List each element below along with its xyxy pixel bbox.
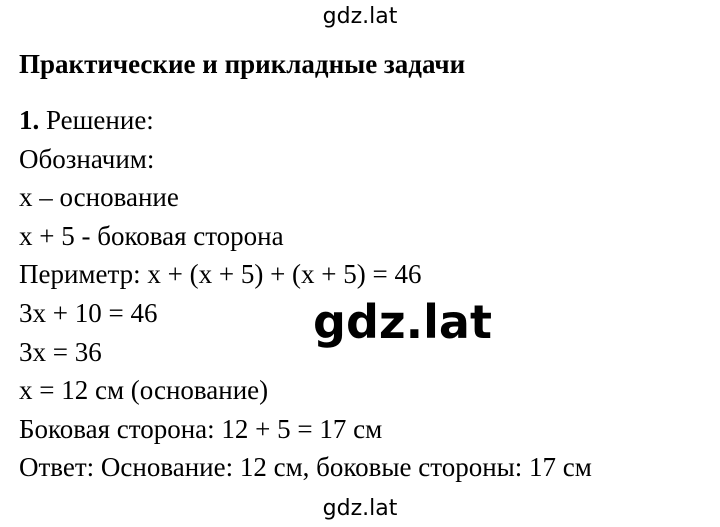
solution-line: Обозначим: xyxy=(19,143,155,174)
solution-line: Боковая сторона: 12 + 5 = 17 см xyxy=(19,413,383,444)
watermark-center: gdz.lat xyxy=(313,295,492,349)
solution-line: x = 12 см (основание) xyxy=(19,375,269,406)
watermark-bottom: gdz.lat xyxy=(322,496,398,521)
solution-line: x – основание xyxy=(19,182,179,213)
solution-line: Периметр: x + (x + 5) + (x + 5) = 46 xyxy=(19,259,422,290)
section-heading: Практические и прикладные задачи xyxy=(19,49,466,79)
solution-line: x + 5 - боковая сторона xyxy=(19,220,284,251)
answer-line: Ответ: Основание: 12 см, боковые стороны: 17 см xyxy=(19,452,592,483)
solution-line: 3x + 10 = 46 xyxy=(19,297,158,328)
solution-label: Решение: xyxy=(39,105,154,135)
solution-content xyxy=(19,45,710,487)
solution-line: 3x = 36 xyxy=(19,336,102,367)
watermark-top: gdz.lat xyxy=(322,4,398,29)
solution-intro-line xyxy=(19,101,710,140)
problem-number: 1. xyxy=(19,105,40,135)
